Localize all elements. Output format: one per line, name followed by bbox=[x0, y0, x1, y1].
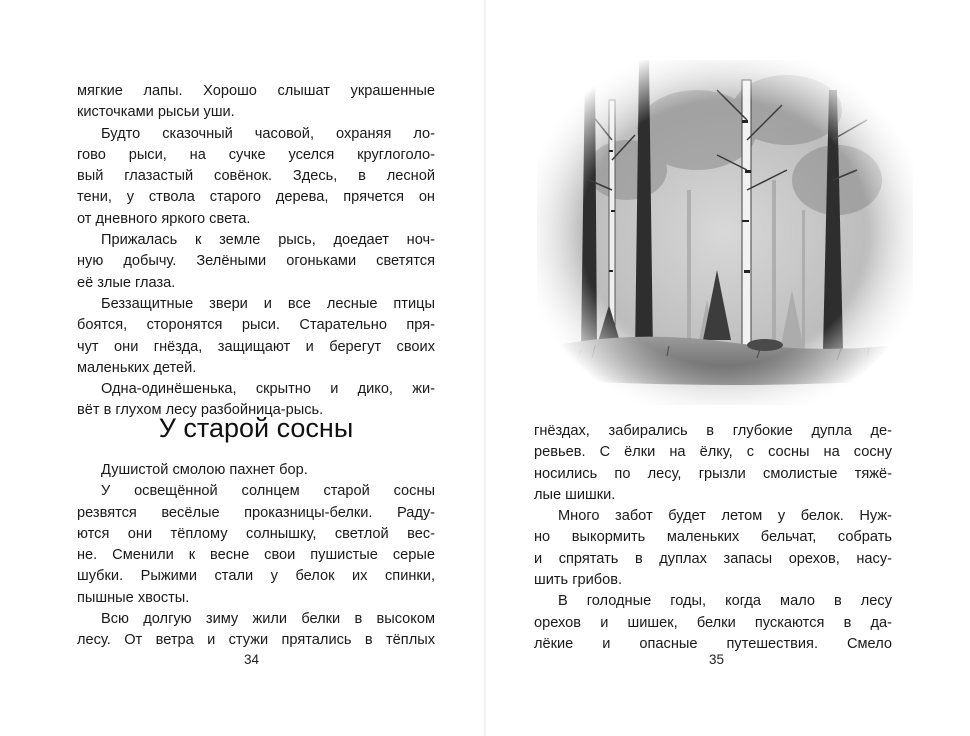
paragraph: В голодные годы, когда мало в лесу bbox=[558, 593, 892, 610]
paragraph-line: и спрятать в дуплах запасы орехов, насу- bbox=[534, 550, 892, 567]
paragraph: Будто сказочный часовой, охраняя ло- bbox=[101, 125, 435, 142]
paragraph-line: маленьких детей. bbox=[77, 359, 197, 376]
paragraph-line: кисточками рысьи уши. bbox=[77, 104, 235, 121]
paragraph-line: пышные хвосты. bbox=[77, 589, 190, 606]
paragraph: гнёздах, забирались в глубокие дупла де- bbox=[534, 423, 892, 439]
left-lower-text bbox=[77, 460, 435, 652]
paragraph-line: ную добычу. Зелёными огоньками светятся bbox=[77, 253, 435, 270]
paragraph-line: лёкие и опасные путешествия. Смело bbox=[534, 635, 892, 652]
paragraph: Много забот будет летом у белок. Нуж- bbox=[558, 508, 892, 525]
paragraph: Душистой смолою пахнет бор. bbox=[101, 462, 308, 478]
page-number: 34 bbox=[244, 652, 260, 667]
paragraph-line: чут они гнёзда, защищают и берегут своих bbox=[77, 338, 435, 355]
paragraph-line: орехов и шишек, белки пускаются в да- bbox=[534, 614, 892, 631]
chapter-heading: У старой сосны bbox=[158, 413, 354, 443]
right-lower-text bbox=[534, 421, 892, 655]
paragraph: Прижалась к земле рысь, доедает ноч- bbox=[101, 232, 435, 249]
paragraph-line: не. Сменили к весне свои пушистые серые bbox=[77, 547, 435, 564]
paragraph-line: шить грибов. bbox=[534, 572, 623, 589]
paragraph: У освещённой солнцем старой сосны bbox=[101, 483, 435, 500]
paragraph-line: от дневного яркого света. bbox=[77, 210, 251, 227]
paragraph-line: ются они тёплому солнышку, светлой вес- bbox=[77, 525, 435, 542]
paragraph-line: лесу. От ветра и стужи прятались в тёплых bbox=[77, 632, 435, 649]
paragraph: Беззащитные звери и все лесные птицы bbox=[101, 295, 435, 312]
paragraph-line: вый глазастый совёнок. Здесь, в лесной bbox=[77, 168, 435, 185]
forest-illustration-icon bbox=[537, 60, 913, 405]
page-number: 35 bbox=[709, 652, 725, 667]
paragraph-line: но выкормить маленьких бельчат, собрать bbox=[534, 529, 892, 546]
paragraph-line: тени, у ствола старого дерева, прячется он bbox=[77, 189, 435, 206]
paragraph: Всю долгую зиму жили белки в высоком bbox=[101, 611, 435, 628]
paragraph-line: резвятся весёлые проказницы-белки. Раду- bbox=[77, 504, 435, 521]
paragraph-line: её злые глаза. bbox=[77, 274, 176, 291]
paragraph-line: ревьев. С ёлки на ёлку, с сосны на сосну bbox=[534, 444, 892, 461]
paragraph-line: вёт в глухом лесу разбойница-рысь. bbox=[77, 402, 324, 419]
paragraph: Одна-одинёшенька, скрытно и дико, жи- bbox=[101, 381, 435, 398]
paragraph: мягкие лапы. Хорошо слышат украшенные bbox=[77, 83, 435, 99]
paragraph-line: лые шишки. bbox=[534, 486, 616, 503]
paragraph-line: боятся, сторонятся рыси. Старательно пря- bbox=[77, 317, 435, 334]
left-upper-text bbox=[77, 81, 435, 422]
paragraph-line: носились по лесу, грызли смолистые тяжё- bbox=[534, 465, 892, 482]
paragraph-line: гово рыси, на сучке уселся круглоголо- bbox=[77, 146, 435, 163]
paragraph-line: шубки. Рыжими стали у белок их спинки, bbox=[77, 568, 435, 585]
